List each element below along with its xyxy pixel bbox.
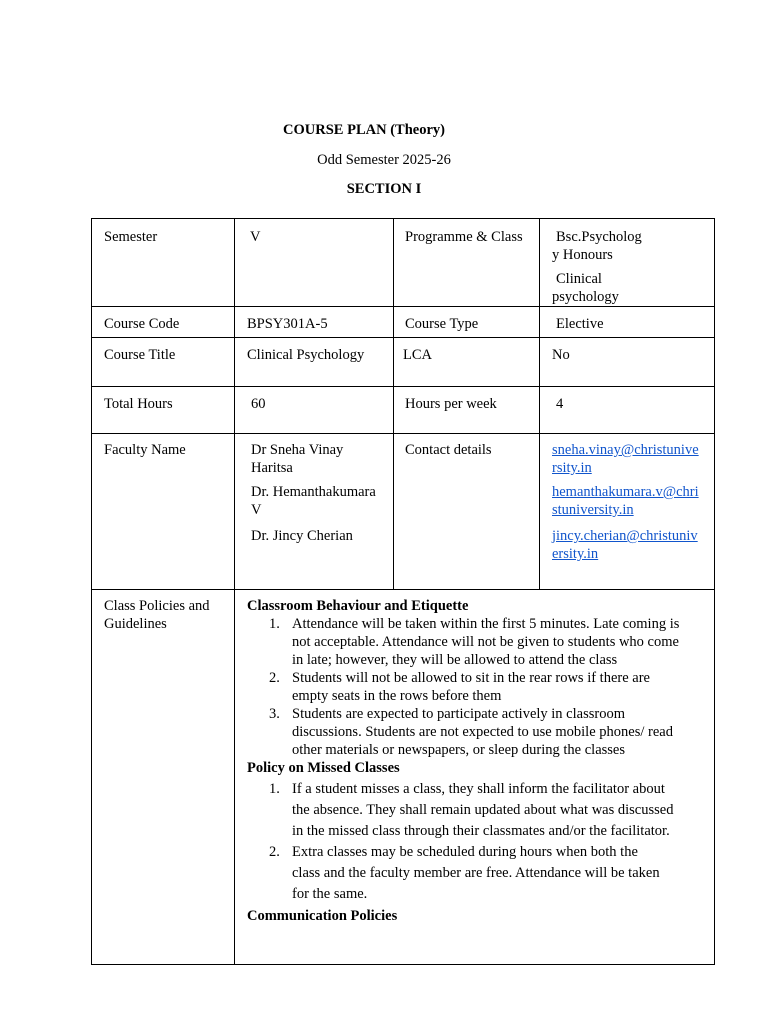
list-item: 2. Extra classes may be scheduled during hours when both the class and the faculty member are free. Attendance will be taken for the same. (269, 844, 660, 902)
course-title-label: Course Title (104, 347, 176, 363)
hours-per-week-value: 4 (556, 396, 564, 412)
faculty-name: Dr. Jincy Cherian (251, 528, 353, 544)
list-item: 1. Attendance will be taken within the first 5 minutes. Late coming is not acceptable. Attendance will not be given to students who come in late; however, they will be allowed to attend the class (269, 616, 680, 668)
row-divider (92, 589, 714, 590)
lca-value: No (552, 347, 570, 363)
list-item: 2. Students will not be allowed to sit in the rear rows if there are empty seats in the rows before them (269, 670, 650, 704)
faculty-name: Dr. Hemanthakumara V (251, 484, 376, 518)
hours-per-week-label: Hours per week (405, 396, 497, 412)
faculty-name: Dr Sneha Vinay Haritsa (251, 442, 344, 476)
semester-value: V (250, 229, 261, 245)
total-hours-label: Total Hours (104, 396, 173, 412)
column-divider (393, 219, 394, 589)
list-item: 3. Students are expected to participate actively in classroom discussions. Students are not expected to use mobile phones/ read other materials or newspapers, or sleep during the classes (269, 706, 673, 758)
missed-classes-list (247, 779, 709, 905)
email-link[interactable]: hemanthakumara.v@chri stuniversity.in (552, 484, 699, 518)
row-divider (92, 386, 714, 387)
row-divider (92, 306, 714, 307)
row-divider (92, 433, 714, 434)
course-type-value: Elective (556, 316, 604, 332)
semester-label: Semester (104, 229, 158, 245)
page-title: COURSE PLAN (Theory) (283, 122, 445, 138)
course-title-value: Clinical Psychology (247, 347, 365, 363)
row-divider (92, 337, 714, 338)
contact-details-label: Contact details (405, 442, 492, 458)
etiquette-heading: Classroom Behaviour and Etiquette (247, 598, 469, 614)
course-plan-table (91, 218, 715, 965)
section-heading: SECTION I (346, 181, 422, 197)
email-link[interactable]: sneha.vinay@christunive rsity.in (552, 442, 699, 476)
lca-label: LCA (403, 347, 432, 363)
class-policies-label: Class Policies and Guidelines (104, 598, 210, 632)
etiquette-list (247, 615, 709, 759)
list-item: 1. If a student misses a class, they shall inform the facilitator about the absence. They shall remain updated about what was discussed in the missed class through their classmates and/or the facilitator. (269, 781, 674, 839)
programme-class-value: Bsc.Psycholog y Honours Clinical psychology (552, 229, 642, 305)
programme-class-label: Programme & Class (405, 229, 523, 245)
column-divider (539, 219, 540, 589)
faculty-names (251, 441, 376, 545)
contact-emails (552, 441, 699, 563)
missed-classes-heading: Policy on Missed Classes (247, 760, 400, 776)
course-code-value: BPSY301A-5 (247, 316, 328, 332)
policies-content (247, 597, 709, 925)
course-type-label: Course Type (405, 316, 479, 332)
faculty-name-label: Faculty Name (104, 442, 186, 458)
course-code-label: Course Code (104, 316, 180, 332)
total-hours-value: 60 (251, 396, 266, 412)
semester-subtitle: Odd Semester 2025-26 (317, 152, 451, 168)
communication-heading: Communication Policies (247, 908, 398, 924)
column-divider (234, 219, 235, 964)
email-link[interactable]: jincy.cherian@christuniv ersity.in (552, 528, 698, 562)
